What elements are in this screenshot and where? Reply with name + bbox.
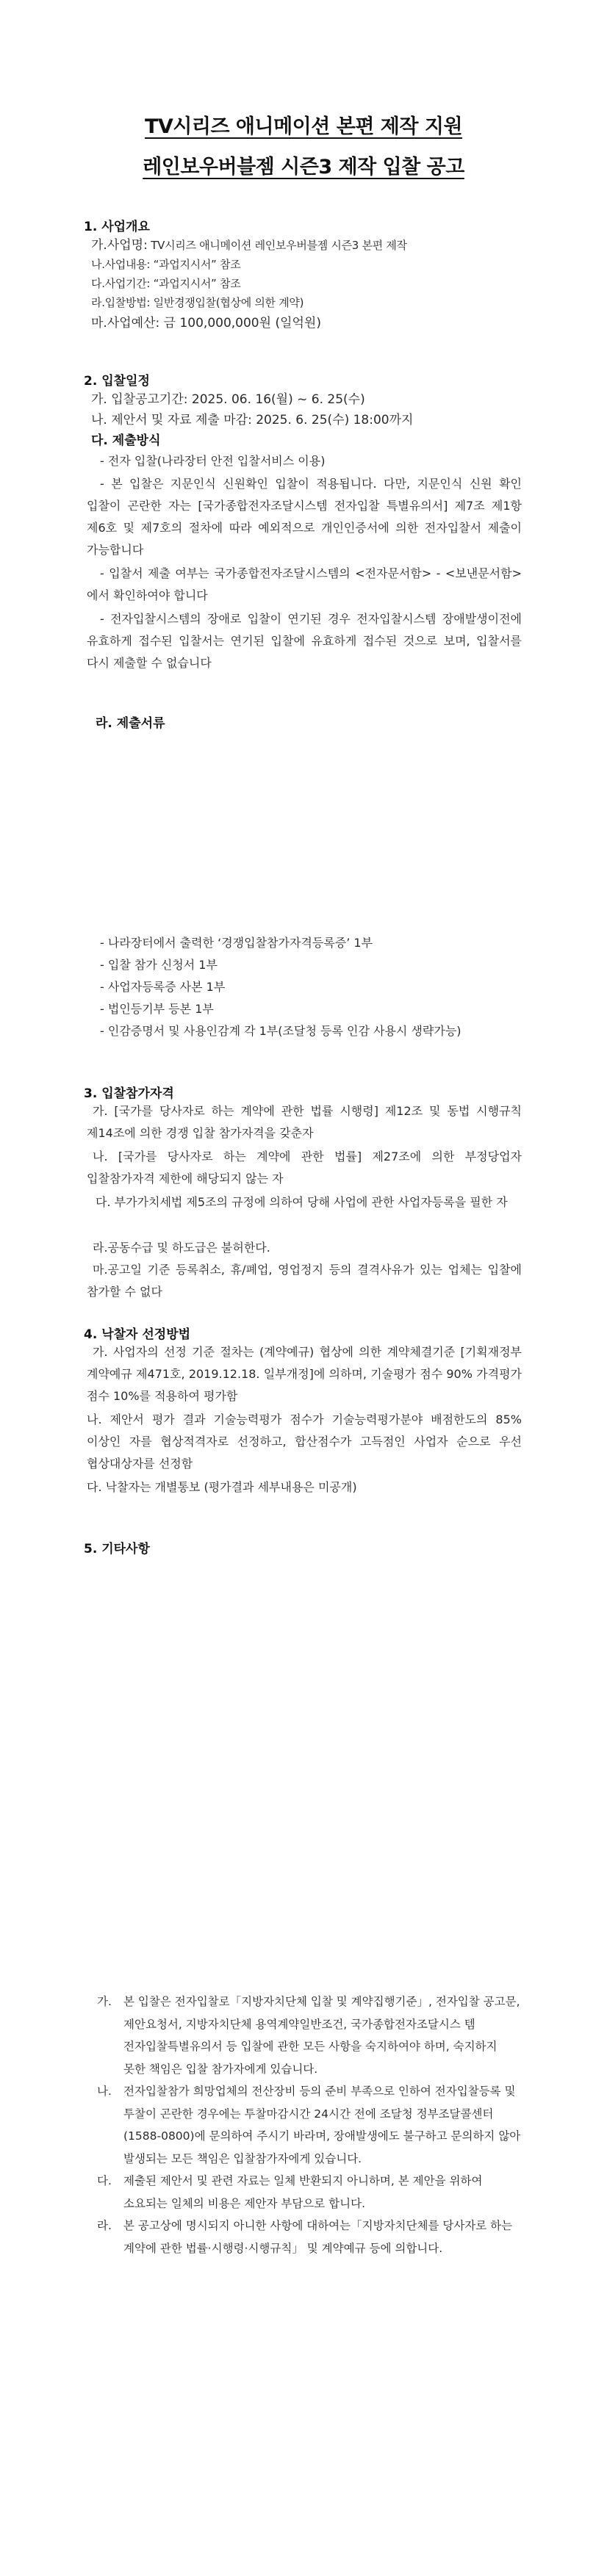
list-item-text: 본 입찰은 전자입찰로「지방자치단체 입찰 및 계약집행기준」, 전자입찰 공고문, 제안요청서, 지방자치단체 용역계약일반조건, 국가종합전자조달시스 템 전자입찰특별유의서 등 입찰에 관한 모든 사항을 숙지하여야 하며, 숙지하지 못한 책임은 입찰 참가자에게 있습니다. [123,1995,520,2076]
business-period: 다.사업기간: “과업지시서” 참조 [91,277,241,290]
announcement-period: 가. 입찰공고기간: 2025. 06. 16(월) ~ 6. 25(수) [91,392,365,407]
section-3-heading: 3. 입찰참가자격 [84,1086,174,1101]
section-2-heading: 2. 입찰일정 [84,374,150,389]
selection-item-ga: 가. 사업자의 선정 기준 절차는 (계약예규) 협상에 의한 계약체결기준 [기획재정부 계약예규 제471호, 2019.12.18. 일부개정]에 의하며, 기술평가 점수 90% 가격평가 점수 10%를 적용하여 평가함 [87,1345,522,1403]
eligibility-item-na: 나. [국가를 당사자로 하는 계약에 관한 법률] 제27조에 의한 부정당업자 입찰참가자격 제한에 해당되지 않는 자 [87,1150,522,1186]
list-item [97,2170,522,2215]
list-item [97,2080,522,2170]
list-item-mark: 라. [97,2219,112,2232]
business-name [91,238,407,253]
eligibility-item-ra: 라.공동수급 및 하도급은 불허한다. [93,1241,270,1255]
submission-item-1: - 전자 입찰(나라장터 안전 입찰서비스 이용) [100,454,326,468]
document-item-5: - 인감증명서 및 사용인감계 각 1부(조달청 등록 인감 사용시 생략가능) [100,1024,461,1038]
list-item-text: 본 공고상에 명시되지 아니한 사항에 대하여는「지방자치단체를 당사자로 하는 계약에 관한 법률·시행령·시행규칙」 및 계약예규 등에 의합니다. [123,2219,513,2255]
list-item-text: 제출된 제안서 및 관련 자료는 일체 반환되지 아니하며, 본 제안을 위하여 소요되는 일체의 비용은 제안자 부담으로 합니다. [123,2174,483,2210]
title-line-1: TV시리즈 애니메이션 본편 제작 지원 [144,115,463,138]
bid-method: 라.입찰방법: 일반경쟁입찰(협상에 의한 계약) [91,296,304,309]
section-5-heading: 5. 기타사항 [84,1542,150,1556]
selection-item-na: 나. 제안서 평가 결과 기술능력평가 점수가 기술능력평가분야 배점한도의 85% 이상인 자를 협상적격자로 선정하고, 합산점수가 고득점인 사업자 순으로 우선 협상대상자를 선정함 [87,1413,522,1471]
business-name-value: TV시리즈 애니메이션 레인보우버블젬 시즌3 본편 제작 [147,239,407,252]
document-item-1: - 나라장터에서 출력한 ‘경쟁입찰참가자격등록증’ 1부 [100,936,373,950]
business-budget: 마.사업예산: 금 100,000,000원 (일억원) [91,316,321,331]
eligibility-item-ga: 가. [국가를 당사자로 하는 계약에 관한 법률 시행령] 제12조 및 동법 시행규칙 제14조에 의한 경쟁 입찰 참가자격을 갖춘자 [87,1104,522,1140]
business-name-label: 가.사업명: [91,238,148,253]
list-item-mark: 다. [97,2174,112,2187]
selection-item-da: 다. 낙찰자는 개별통보 (평가결과 세부내용은 미공개) [87,1480,357,1494]
eligibility-item-ma: 마.공고일 기준 등록취소, 휴/폐업, 영업정지 등의 결격사유가 있는 업체는 입찰에 참가할 수 없다 [87,1263,522,1299]
other-matters-list [97,1991,522,2259]
submission-item-4: - 전자입찰시스템의 장애로 입찰이 연기된 경우 전자입찰시스템 장애발생이전에 유효하게 접수된 입찰서는 연기된 입찰에 유효하게 접수된 것으로 보며, 입찰서를 다시 제출할 수 없습니다 [87,612,522,670]
section-1-heading: 1. 사업개요 [84,220,150,234]
list-item [97,1991,522,2080]
document-item-2: - 입찰 참가 신청서 1부 [100,958,218,972]
documents-heading: 라. 제출서류 [96,716,165,731]
submission-item-2: - 본 입찰은 지문인식 신원확인 입찰이 적용됩니다. 다만, 지문인식 신원 확인 입찰이 곤란한 자는 [국가종합전자조달시스템 전자입찰 특별유의서] 제7조 제1항 제6호 및 제7호의 절차에 따라 예외적으로 개인인증서에 의한 전자입찰서 제출이 가능합니다 [87,477,522,557]
submission-method-heading: 다. 제출방식 [91,433,161,448]
document-item-3: - 사업자등록증 사본 1부 [100,980,226,994]
title-line-2: 레인보우버블젬 시즌3 제작 입찰 공고 [143,156,464,178]
submission-item-3: - 입찰서 제출 여부는 국가종합전자조달시스템의 <전자문서함> - <보낸문서함>에서 확인하여야 합니다 [87,566,522,602]
list-item-mark: 가. [97,1995,112,2008]
document-item-4: - 법인등기부 등본 1부 [100,1002,214,1016]
list-item [97,2215,522,2259]
business-content: 나.사업내용: “과업지시서” 참조 [91,258,241,271]
list-item-text: 전자입찰참가 희망업체의 전산장비 등의 준비 부족으로 인하여 전자입찰등록 및 투찰이 곤란한 경우에는 투찰마감시간 24시간 전에 조달청 정부조달콜센터(1588-0800)에 문의하여 주시기 바라며, 장애발생에도 불구하고 문의하지 않아 발생되는 모든 책임은 입찰참가자에게 있습니다. [123,2085,521,2165]
submission-deadline: 나. 제안서 및 자료 제출 마감: 2025. 6. 25(수) 18:00까지 [91,413,414,427]
section-4-heading: 4. 낙찰자 선정방법 [84,1327,191,1342]
list-item-mark: 나. [97,2085,112,2098]
eligibility-item-da: 다. 부가가치세법 제5조의 규정에 의하여 당해 사업에 관한 사업자등록을 필한 자 [96,1195,508,1209]
